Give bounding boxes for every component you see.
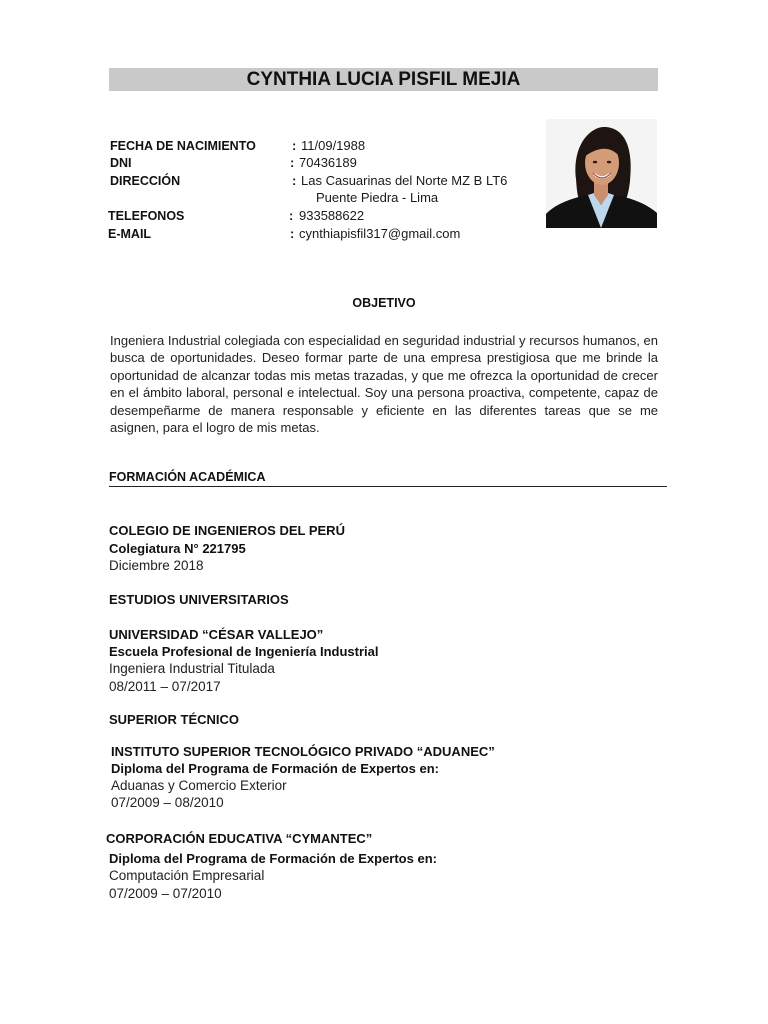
phone-label: TELEFONOS bbox=[108, 209, 185, 223]
technical-program-2: Diploma del Programa de Formación de Expertos en: bbox=[109, 851, 437, 866]
technical-field-2: Computación Empresarial bbox=[109, 868, 265, 883]
education-heading: FORMACIÓN ACADÉMICA bbox=[109, 470, 266, 484]
university-degree: Ingeniera Industrial Titulada bbox=[109, 661, 275, 676]
name-title: CYNTHIA LUCIA PISFIL MEJIA bbox=[109, 68, 658, 91]
birth-value: 11/09/1988 bbox=[301, 138, 366, 153]
address-line1: Las Casuarinas del Norte MZ B LT6 bbox=[301, 173, 508, 188]
college-name: COLEGIO DE INGENIEROS DEL PERÚ bbox=[109, 523, 345, 538]
objective-heading: OBJETIVO bbox=[352, 296, 416, 310]
birth-colon: : bbox=[292, 138, 297, 153]
address-colon: : bbox=[292, 173, 297, 188]
dni-colon: : bbox=[290, 155, 295, 170]
university-school: Escuela Profesional de Ingeniería Industrial bbox=[109, 644, 379, 659]
dni-value: 70436189 bbox=[299, 155, 357, 170]
email-colon: : bbox=[290, 226, 295, 241]
education-divider bbox=[109, 486, 667, 487]
technical-section-heading: SUPERIOR TÉCNICO bbox=[109, 712, 240, 727]
university-section-heading: ESTUDIOS UNIVERSITARIOS bbox=[109, 592, 289, 607]
dni-label: DNI bbox=[110, 156, 132, 170]
address-line2: Puente Piedra - Lima bbox=[316, 190, 439, 205]
technical-dates-2: 07/2009 – 07/2010 bbox=[109, 886, 222, 901]
profile-photo-illustration bbox=[546, 119, 657, 228]
profile-photo bbox=[546, 119, 657, 228]
technical-institution-1: INSTITUTO SUPERIOR TECNOLÓGICO PRIVADO “ADUANEC” bbox=[111, 744, 495, 759]
university-dates: 08/2011 – 07/2017 bbox=[109, 679, 221, 694]
phone-value: 933588622 bbox=[299, 208, 365, 223]
college-date: Diciembre 2018 bbox=[109, 558, 204, 573]
college-registration: Colegiatura N° 221795 bbox=[109, 541, 246, 556]
objective-text: Ingeniera Industrial colegiada con especialidad en seguridad industrial y recursos humanos, en busca de oportunidades. Deseo formar parte de una empresa prestigiosa que me brinde la oportunidad de alcanzar todas mis metas trazadas, y que me ofrezca la oportunidad de crecer en el ámbito laboral, personal e intelectual. Soy una persona proactiva, competente, capaz de desempeñarme de manera responsable y eficiente en las diferentes tareas que se me asignen, para el logro de mis metas. bbox=[110, 333, 658, 436]
birth-label: FECHA DE NACIMIENTO bbox=[110, 139, 256, 153]
technical-dates-1: 07/2009 – 08/2010 bbox=[111, 795, 224, 810]
university-name: UNIVERSIDAD “CÉSAR VALLEJO” bbox=[109, 627, 324, 642]
address-label: DIRECCIÓN bbox=[110, 174, 181, 188]
technical-field-1: Aduanas y Comercio Exterior bbox=[111, 778, 287, 793]
technical-institution-2: CORPORACIÓN EDUCATIVA “CYMANTEC” bbox=[106, 831, 373, 846]
email-value: cynthiapisfil317@gmail.com bbox=[299, 226, 461, 241]
phone-colon: : bbox=[289, 208, 294, 223]
technical-program-1: Diploma del Programa de Formación de Expertos en: bbox=[111, 761, 439, 776]
email-label: E-MAIL bbox=[108, 227, 152, 241]
